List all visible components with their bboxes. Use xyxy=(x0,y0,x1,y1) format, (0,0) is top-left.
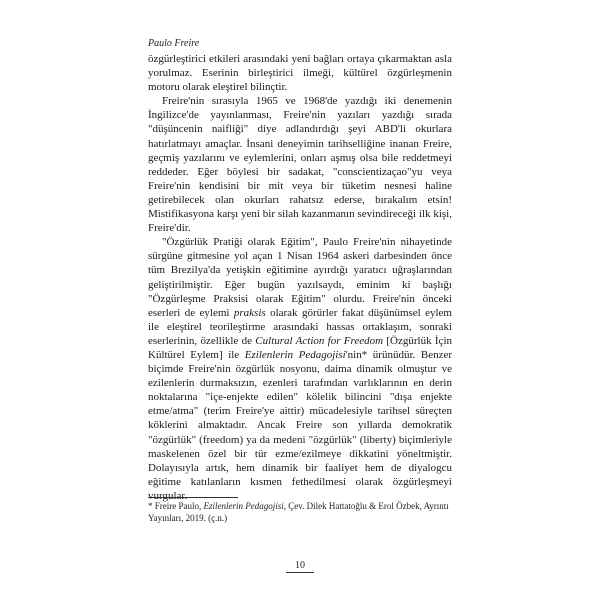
footnote xyxy=(148,501,452,524)
paragraph-3-part-3: [Özgürlük İçin Kültürel Eylem] ile xyxy=(148,334,452,361)
body-text xyxy=(148,52,452,503)
footnote-part-2: , Çev. Dilek Hattatoğlu & Erol Özbek, Ayrıntı Yayınları, 2019. (ç.n.) xyxy=(148,501,449,523)
italic-title-cultural-action: Cultural Action for Freedom xyxy=(255,334,384,347)
footnote-italic-title: Ezilenlerin Pedagojisi xyxy=(203,501,284,511)
paragraph-3-part-2: olarak görürler fakat düşünümsel eylem ile eleştirel teorileştirme arasındaki hassas ortaklaşım, sonraki eserlerinin, özellikle de xyxy=(148,306,452,347)
footnote-rule xyxy=(148,497,238,498)
paragraph-1: özgürleştirici etkileri arasındaki yeni bağları ortaya çıkarmaktan asla yorulmaz. Eserinin birleştirici ilmeği, kültürel özgürleşmenin motoru olarak eleştirel bilinçtir. xyxy=(148,53,452,94)
paragraph-3 xyxy=(148,235,452,503)
italic-title-ezilenlerin-pedagojisi: Ezilenlerin Pedagojisi xyxy=(244,348,346,361)
italic-term-praksis: praksis xyxy=(233,306,266,319)
paragraph-2: Freire'nin sırasıyla 1965 ve 1968'de yazdığı iki denemenin İngilizce'de yayınlanması, Freire'nin yazıları yazdığı sırada "düşüncenin naifliği" diye adlandırdığı şeyi ABD'li okurlara hatırlatmayı amaçlar. İnsani deneyimin tarihselliğine inanan Freire, geçmiş yazılarını ve eylemlerini, onları aşmış olsa bile reddetmeyi reddeder. Eğer böylesi bir sadakat, "conscientizaçao"yu veya Freire'nin kendisini bir mit veya bir tüketim nesnesi haline getirebilecek olan okurları rahatsız ederse, bırakalım etsin! Mistifikasyona karşı yeni bir silah kazanmanın sevindireceği ilk kişi, Freire'dir. xyxy=(148,95,452,235)
page-number: 10 xyxy=(286,559,314,573)
running-head: Paulo Freire xyxy=(148,38,200,49)
paragraph-3-part-4: 'nin* ürünüdür. Benzer biçimde Freire'nin özgürlük nosyonu, daima dinamik olmuştur ve ezilenlerin durmaksızın, ezenleri tarafından varlıklarının en derin noktalarına "içe-enjekte edilen" kölelik bilincini "dışa enjekte etme/atma" (terim Freire'ye aittir) mücadelesiyle tarihsel süreçten köklerini almaktadır. Ancak Freire son yıllarda demokratik "özgürlük" (freedom) ya da medeni "özgürlük" (liberty) biçimleriyle maskelenen özel bir tür ezme/ezilmeye dikkatini yöneltmiştir. Dolayısıyla artık, hem dinamik bir faaliyet hem de diyalogcu eğitime katılanların kısmen fethedilmesi olarak özgürleşmeyi vurgular. xyxy=(148,348,453,502)
footnote-part-1: Freire Paulo, xyxy=(152,501,204,511)
footnote-marker: * xyxy=(148,501,153,511)
paragraph-3-part-1: "Özgürlük Pratiği olarak Eğitim", Paulo Freire'nin nihayetinde sürgüne gitmesine yol açan 1 Nisan 1964 askeri darbesinden önce tüm Brezilya'da yetişkin eğitimine ayırdığı yaratıcı uğraşlarından geliştirilmiştir. Eğer bugün yazılsaydı, eminim ki başlığı "Özgürleşme Praksisi olarak Eğitim" olurdu. Freire'nin önceki eserleri de eylemi xyxy=(148,236,452,319)
